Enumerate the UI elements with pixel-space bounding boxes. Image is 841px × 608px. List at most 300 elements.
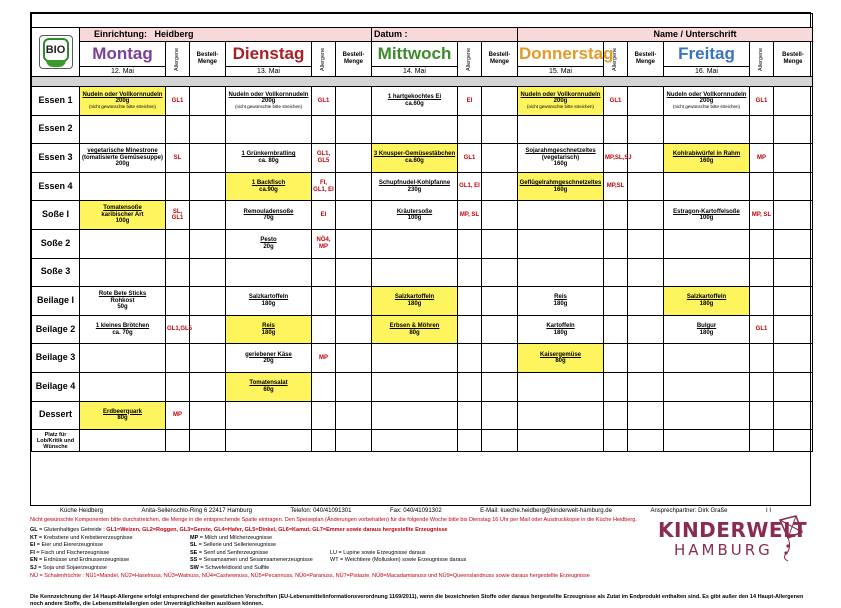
food-note: (nicht gewünschte bitte streichen): [234, 103, 303, 109]
order-quantity-mittwoch[interactable]: [482, 115, 518, 144]
name-signature-label: Name / Unterschrift: [653, 28, 737, 39]
legend-col-c: LU = Lupine sowie Erzeugnisse daraus: [330, 549, 426, 556]
bestell-label-montag: Bestell-Menge: [196, 52, 219, 65]
allergen-cell-mittwoch: GL1: [458, 144, 482, 173]
bestell-header-freitag: [774, 42, 813, 77]
phone: Telefon: 040/41091301: [290, 508, 352, 514]
food-cell-donnerstag[interactable]: [518, 344, 604, 373]
order-quantity-freitag[interactable]: [774, 344, 813, 373]
food-cell-dienstag[interactable]: [226, 229, 312, 258]
order-quantity-donnerstag[interactable]: [628, 258, 664, 287]
food-cell-freitag[interactable]: [664, 315, 750, 344]
bestell-label-donnerstag: Bestell-Menge: [634, 52, 657, 65]
order-quantity-mittwoch[interactable]: [482, 315, 518, 344]
legend-row: [30, 542, 630, 550]
food-line: Salzkartoffeln: [248, 294, 289, 301]
allergen-cell-dienstag: NÖ4, MP: [312, 229, 336, 258]
row-label-essen-1: Essen 1: [32, 87, 80, 116]
food-cell-donnerstag[interactable]: [518, 372, 604, 401]
food-line: 160g: [699, 157, 714, 164]
food-line: 20g: [263, 358, 274, 365]
order-quantity-donnerstag[interactable]: [628, 229, 664, 258]
food-cell-freitag[interactable]: [664, 115, 750, 144]
allergen-cell-mittwoch: [458, 315, 482, 344]
food-cell-montag[interactable]: [80, 344, 166, 373]
legend-col-c: [330, 542, 470, 550]
legend-row: [30, 535, 630, 543]
allergen-cell-dienstag: GL1, GL5: [312, 144, 336, 173]
allergen-cell-donnerstag: [604, 401, 628, 430]
legend-col-b: [190, 557, 330, 565]
food-line: Pesto: [260, 237, 277, 244]
legend-code: SS: [190, 557, 198, 564]
legend-code: EI: [30, 542, 36, 549]
allergen-cell-donnerstag: MP,SL,SJ: [604, 144, 628, 173]
order-quantity-donnerstag[interactable]: [628, 401, 664, 430]
order-quantity-freitag[interactable]: [774, 430, 813, 452]
row-essen-4: [32, 172, 813, 201]
food-line: ca.60g: [405, 157, 424, 164]
allergen-cell-mittwoch: [458, 344, 482, 373]
food-line: 180g: [261, 300, 276, 307]
order-quantity-donnerstag[interactable]: [628, 430, 664, 452]
food-cell-montag[interactable]: [80, 430, 166, 452]
order-quantity-mittwoch[interactable]: [482, 430, 518, 452]
order-quantity-freitag[interactable]: [774, 115, 813, 144]
order-quantity-montag[interactable]: [190, 229, 226, 258]
food-line: 60g: [263, 386, 274, 393]
order-quantity-mittwoch[interactable]: [482, 201, 518, 230]
allergen-cell-freitag: MP, SL: [750, 201, 774, 230]
legend-text: = Schwefeldioxid und Sulfite: [200, 564, 270, 571]
allergen-cell-freitag: GL1: [750, 87, 774, 116]
bestell-label-dienstag: Bestell-Menge: [342, 52, 365, 65]
order-quantity-dienstag[interactable]: [336, 401, 372, 430]
row-essen-1: [32, 87, 813, 116]
legend-col-c: [330, 535, 470, 543]
order-quantity-freitag[interactable]: [774, 258, 813, 287]
allergen-cell-dienstag: MP: [312, 344, 336, 373]
allergen-cell-donnerstag: [604, 344, 628, 373]
order-quantity-mittwoch[interactable]: [482, 172, 518, 201]
allergen-cell-freitag: [750, 372, 774, 401]
allergen-cell-montag: [166, 229, 190, 258]
allergen-cell-mittwoch: [458, 401, 482, 430]
food-cell-freitag[interactable]: [664, 372, 750, 401]
order-quantity-freitag[interactable]: [774, 315, 813, 344]
order-quantity-freitag[interactable]: [774, 401, 813, 430]
allergen-cell-freitag: [750, 344, 774, 373]
food-cell-donnerstag[interactable]: [518, 315, 604, 344]
food-line: Kohlrabiwürfel in Rahm: [672, 151, 741, 158]
order-quantity-donnerstag[interactable]: [628, 115, 664, 144]
food-line: 3 Knusper-Gemüsestäbchen: [373, 151, 456, 158]
food-cell-donnerstag[interactable]: [518, 201, 604, 230]
food-cell-donnerstag[interactable]: [518, 287, 604, 316]
order-quantity-dienstag[interactable]: [336, 172, 372, 201]
allergen-cell-freitag: [750, 172, 774, 201]
allergen-cell-mittwoch: MP, SL: [458, 201, 482, 230]
day-date-freitag: 16. Mai: [664, 66, 750, 76]
food-cell-mittwoch[interactable]: [372, 144, 458, 173]
food-line: Geflügelrahmgeschnetzeltes: [519, 179, 602, 186]
legend-text: = Sellerie und Selleriereugnisse: [198, 542, 277, 549]
food-cell-dienstag[interactable]: [226, 430, 312, 452]
row-label-essen-4: Essen 4: [32, 172, 80, 201]
order-quantity-freitag[interactable]: [774, 201, 813, 230]
day-name-montag: Montag: [92, 43, 153, 63]
food-line: Tomatensalat: [249, 380, 288, 387]
order-quantity-mittwoch[interactable]: [482, 229, 518, 258]
order-quantity-donnerstag[interactable]: [628, 87, 664, 116]
allergen-cell-freitag: [750, 258, 774, 287]
food-line: 50g: [117, 304, 128, 311]
food-cell-montag[interactable]: [80, 144, 166, 173]
food-cell-freitag[interactable]: [664, 344, 750, 373]
day-dienstag-header: [226, 42, 312, 67]
food-line: 160g: [553, 186, 568, 193]
food-cell-mittwoch[interactable]: [372, 315, 458, 344]
food-cell-mittwoch[interactable]: [372, 87, 458, 116]
food-cell-freitag[interactable]: [664, 172, 750, 201]
food-cell-freitag[interactable]: [664, 401, 750, 430]
day-freitag-header: [664, 42, 750, 67]
food-cell-dienstag[interactable]: [226, 87, 312, 116]
order-quantity-dienstag[interactable]: [336, 229, 372, 258]
allergen-cell-donnerstag: [604, 430, 628, 452]
food-note: (nicht gewünschte bitte streichen): [526, 103, 595, 109]
order-quantity-donnerstag[interactable]: [628, 287, 664, 316]
food-line: (vegetarisch): [541, 154, 580, 161]
order-quantity-dienstag[interactable]: [336, 258, 372, 287]
food-cell-freitag[interactable]: [664, 229, 750, 258]
company-name: Küche Heidberg: [60, 508, 104, 514]
allergen-cell-montag: [166, 172, 190, 201]
allergen-cell-dienstag: [312, 258, 336, 287]
row-label-beilage-4: Beilage 4: [32, 372, 80, 401]
allergen-cell-montag: [166, 287, 190, 316]
order-quantity-dienstag[interactable]: [336, 287, 372, 316]
food-line: vegetarische Minestrone: [87, 148, 158, 155]
food-line: 200g: [699, 98, 714, 105]
day-date-donnerstag: 15. Mai: [518, 66, 604, 76]
separator-row: [32, 77, 813, 87]
legend-text: = Sesamsamen und Sesamsamenerzeugnisse: [198, 557, 313, 564]
order-quantity-montag[interactable]: [190, 287, 226, 316]
allergene-header-dienstag: [312, 42, 336, 77]
kite-icon: [774, 514, 814, 562]
food-cell-donnerstag[interactable]: [518, 87, 604, 116]
food-cell-donnerstag[interactable]: [518, 115, 604, 144]
order-quantity-mittwoch[interactable]: [482, 144, 518, 173]
food-cell-mittwoch[interactable]: [372, 344, 458, 373]
food-line: 230g: [407, 186, 422, 193]
allergene-header-montag: [166, 42, 190, 77]
allergen-disclaimer: Die Kennzeichnung der 14 Haupt-Allergene erfolgt entsprechend der gesetzlichen Vorschriften (EU-Lebensmittelinformationsverordnung 1169/2011), wenn die bezeichneten Stoffe oder daraus hergestellte Erzeugnisse als Zutat im Endprodukt enthalten sind. Es gibt außer den 14 Haupt-Allergenen noch andere Stoffe, die Lebensmittelallergien oder Unverträglichkeiten auslösen können.: [30, 594, 804, 607]
address: Anita-Sellenschlo-Ring 6 22417 Hamburg: [141, 508, 252, 514]
food-cell-donnerstag[interactable]: [518, 401, 604, 430]
allergen-cell-montag: MP: [166, 401, 190, 430]
row-sosse-2: [32, 229, 813, 258]
order-quantity-dienstag[interactable]: [336, 87, 372, 116]
allergen-cell-montag: SL: [166, 144, 190, 173]
food-cell-freitag[interactable]: [664, 287, 750, 316]
day-date-mittwoch: 14. Mai: [372, 66, 458, 76]
allergen-cell-donnerstag: [604, 315, 628, 344]
food-line: karibischer Art: [101, 211, 144, 218]
day-donnerstag-header: [518, 42, 614, 67]
legend-row: [30, 550, 630, 558]
food-line: 180g: [553, 329, 568, 336]
food-line: Tomatensoße: [103, 205, 142, 212]
allergen-cell-freitag: MP: [750, 144, 774, 173]
food-line: Nudeln oder Vollkornnudeln: [520, 91, 601, 98]
legend-code: SW: [190, 564, 199, 571]
order-quantity-mittwoch[interactable]: [482, 287, 518, 316]
allergene-header-mittwoch: [458, 42, 482, 77]
food-cell-mittwoch[interactable]: [372, 430, 458, 452]
food-cell-dienstag[interactable]: [226, 115, 312, 144]
food-line: Kaisergemüse: [539, 351, 582, 358]
legend-code: FI: [30, 549, 35, 556]
food-line: Estragon-Kartoffelsoße: [673, 208, 740, 215]
food-cell-mittwoch[interactable]: [372, 201, 458, 230]
legend-text: = Eier und Eiererzeugnisse: [36, 542, 103, 549]
hamburg-logo-text: HAMBURG: [674, 541, 773, 559]
order-quantity-montag[interactable]: [190, 401, 226, 430]
order-quantity-montag[interactable]: [190, 201, 226, 230]
food-cell-freitag[interactable]: [664, 258, 750, 287]
row-label-sosse-3: Soße 3: [32, 258, 80, 287]
food-cell-dienstag[interactable]: [226, 287, 312, 316]
food-line: Nudeln oder Vollkornnudeln: [228, 91, 309, 98]
fax: Fax: 040/41091302: [389, 508, 442, 514]
day-name-freitag: Freitag: [678, 43, 735, 63]
allergen-cell-donnerstag: MP,SL: [604, 172, 628, 201]
legend-text: = Milch und Milcherzeugnisse: [199, 534, 273, 541]
allergen-cell-mittwoch: [458, 115, 482, 144]
food-cell-donnerstag[interactable]: [518, 430, 604, 452]
legend-code: EN: [30, 557, 38, 564]
food-cell-dienstag[interactable]: [226, 315, 312, 344]
bio-logo: BIO: [32, 28, 80, 77]
food-cell-freitag[interactable]: [664, 430, 750, 452]
row-label-sosse-2: Soße 2: [32, 229, 80, 258]
order-quantity-dienstag[interactable]: [336, 344, 372, 373]
order-quantity-dienstag[interactable]: [336, 201, 372, 230]
allergen-cell-freitag: GL1: [750, 315, 774, 344]
row-label-essen-2: Essen 2: [32, 115, 80, 144]
food-cell-dienstag[interactable]: [226, 258, 312, 287]
food-line: 100g: [699, 215, 714, 222]
order-quantity-dienstag[interactable]: [336, 430, 372, 452]
food-cell-mittwoch[interactable]: [372, 258, 458, 287]
food-cell-montag[interactable]: [80, 372, 166, 401]
food-line: Sojarahmgeschnetzeltes: [525, 148, 596, 155]
allergen-cell-dienstag: [312, 287, 336, 316]
food-cell-freitag[interactable]: [664, 201, 750, 230]
allergen-cell-donnerstag: [604, 229, 628, 258]
top-blank-row: [32, 14, 813, 28]
food-cell-montag[interactable]: [80, 201, 166, 230]
order-quantity-montag[interactable]: [190, 144, 226, 173]
food-line: Salzkartoffeln: [686, 294, 727, 301]
row-beilage-i: [32, 287, 813, 316]
food-cell-montag[interactable]: [80, 172, 166, 201]
food-line: 200g: [553, 98, 568, 105]
order-quantity-freitag[interactable]: [774, 229, 813, 258]
food-cell-donnerstag[interactable]: [518, 172, 604, 201]
food-cell-dienstag[interactable]: [226, 344, 312, 373]
allergen-cell-montag: [166, 430, 190, 452]
allergen-cell-mittwoch: [458, 258, 482, 287]
food-cell-montag[interactable]: [80, 87, 166, 116]
order-quantity-donnerstag[interactable]: [628, 344, 664, 373]
legend-code: SL: [190, 542, 198, 549]
food-line: Nudeln oder Vollkornnudeln: [82, 91, 163, 98]
food-line: Schupfnudel-Kohlpfanne: [378, 179, 451, 186]
food-line: 100g: [115, 218, 130, 225]
food-cell-donnerstag[interactable]: [518, 258, 604, 287]
food-cell-montag[interactable]: [80, 115, 166, 144]
legend-text-highlight: GL1=Weizen, GL2=Roggen, GL3=Gerste, GL4=Hafer, GL5=Dinkel, GL6=Kamut, GL7=Emmer sowie daraus hergestellte Erzeugnisse: [106, 527, 448, 533]
order-quantity-dienstag[interactable]: [336, 372, 372, 401]
einrichtung-value: Heidberg: [154, 28, 194, 39]
food-line: ca.60g: [405, 100, 424, 107]
food-line: 200g: [115, 98, 130, 105]
food-cell-mittwoch[interactable]: [372, 287, 458, 316]
legend-col-b: [190, 550, 330, 558]
food-line: 20g: [263, 243, 274, 250]
order-quantity-donnerstag[interactable]: [628, 201, 664, 230]
food-cell-dienstag[interactable]: [226, 401, 312, 430]
order-quantity-freitag[interactable]: [774, 172, 813, 201]
food-line: 70g: [263, 215, 274, 222]
order-quantity-freitag[interactable]: [774, 287, 813, 316]
bestell-header-donnerstag: [628, 42, 664, 77]
order-quantity-montag[interactable]: [190, 115, 226, 144]
food-cell-montag[interactable]: [80, 315, 166, 344]
allergen-cell-mittwoch: [458, 287, 482, 316]
food-cell-mittwoch[interactable]: [372, 172, 458, 201]
food-cell-dienstag[interactable]: [226, 372, 312, 401]
datum-cell[interactable]: [372, 28, 518, 42]
order-quantity-mittwoch[interactable]: [482, 258, 518, 287]
order-quantity-mittwoch[interactable]: [482, 344, 518, 373]
legend-text: = Krebstiere und Krebstiererzeugnisse: [38, 534, 133, 541]
order-quantity-mittwoch[interactable]: [482, 372, 518, 401]
food-cell-dienstag[interactable]: [226, 172, 312, 201]
name-signature-cell[interactable]: [518, 28, 813, 42]
allergen-legend: [30, 527, 630, 580]
allergen-cell-freitag: [750, 229, 774, 258]
allergene-label-montag: Allergene: [173, 47, 180, 71]
food-line: 180g: [553, 300, 568, 307]
food-line: geriebener Käse: [245, 351, 292, 358]
allergen-cell-montag: SL, GL1: [166, 201, 190, 230]
order-quantity-montag[interactable]: [190, 172, 226, 201]
food-line: 1 Backfisch: [251, 179, 286, 186]
order-quantity-montag[interactable]: [190, 430, 226, 452]
legend-code: KT: [30, 534, 38, 541]
allergen-cell-dienstag: [312, 372, 336, 401]
food-cell-mittwoch[interactable]: [372, 229, 458, 258]
bestell-header-dienstag: [336, 42, 372, 77]
order-quantity-donnerstag[interactable]: [628, 372, 664, 401]
legend-col-a: [30, 565, 190, 573]
row-label-platz-fuer-lob-kritik-und-wuensche: Platz für Lob/Kritik und Wünsche: [32, 430, 80, 452]
food-cell-montag[interactable]: [80, 229, 166, 258]
food-line: 160g: [553, 161, 568, 168]
food-cell-freitag[interactable]: [664, 87, 750, 116]
day-mittwoch-header: [372, 42, 458, 67]
order-quantity-donnerstag[interactable]: [628, 315, 664, 344]
food-cell-donnerstag[interactable]: [518, 229, 604, 258]
food-cell-mittwoch[interactable]: [372, 401, 458, 430]
food-line: Kräutersoße: [396, 208, 433, 215]
order-quantity-donnerstag[interactable]: [628, 172, 664, 201]
food-line: 80g: [409, 329, 420, 336]
allergen-cell-dienstag: [312, 430, 336, 452]
einrichtung-label: Einrichtung:: [94, 28, 147, 39]
food-cell-mittwoch[interactable]: [372, 115, 458, 144]
legend-col-a: [30, 527, 447, 535]
allergen-cell-donnerstag: [604, 115, 628, 144]
row-label-beilage-3: Beilage 3: [32, 344, 80, 373]
order-quantity-donnerstag[interactable]: [628, 144, 664, 173]
allergen-cell-freitag: [750, 115, 774, 144]
order-quantity-montag[interactable]: [190, 372, 226, 401]
food-cell-montag[interactable]: [80, 287, 166, 316]
food-line: 200g: [115, 161, 130, 168]
food-cell-donnerstag[interactable]: [518, 144, 604, 173]
day-name-mittwoch: Mittwoch: [377, 43, 452, 63]
order-quantity-montag[interactable]: [190, 315, 226, 344]
order-quantity-montag[interactable]: [190, 258, 226, 287]
email-link[interactable]: E-Mail: kueche.heidberg@kinderwelt-hamburg.de: [480, 508, 612, 514]
food-note: (nicht gewünschte bitte streichen): [88, 103, 157, 109]
allergene-label-mittwoch: Allergene: [465, 47, 472, 71]
food-line: Salzkartoffeln: [394, 294, 435, 301]
food-line: Rote Bete Sticks: [98, 291, 147, 298]
order-quantity-dienstag[interactable]: [336, 115, 372, 144]
food-cell-freitag[interactable]: [664, 144, 750, 173]
order-quantity-montag[interactable]: [190, 344, 226, 373]
allergene-label-donnerstag: Allergene: [611, 47, 618, 71]
legend-col-c: [330, 565, 470, 573]
day-name-donnerstag: Donnerstag: [519, 43, 614, 63]
food-cell-dienstag[interactable]: [226, 144, 312, 173]
order-quantity-dienstag[interactable]: [336, 144, 372, 173]
order-quantity-mittwoch[interactable]: [482, 401, 518, 430]
order-quantity-mittwoch[interactable]: [482, 87, 518, 116]
food-line: Erbsen & Möhren: [389, 322, 440, 329]
row-label-dessert: Dessert: [32, 401, 80, 430]
meal-plan-sheet: [30, 12, 811, 506]
order-quantity-montag[interactable]: [190, 87, 226, 116]
order-quantity-dienstag[interactable]: [336, 315, 372, 344]
food-cell-dienstag[interactable]: [226, 201, 312, 230]
food-cell-mittwoch[interactable]: [372, 372, 458, 401]
allergen-cell-mittwoch: [458, 229, 482, 258]
meal-plan-table: [31, 13, 813, 452]
food-cell-montag[interactable]: [80, 258, 166, 287]
food-cell-montag[interactable]: [80, 401, 166, 430]
food-line: 200g: [261, 98, 276, 105]
order-quantity-freitag[interactable]: [774, 144, 813, 173]
order-quantity-freitag[interactable]: [774, 372, 813, 401]
order-quantity-freitag[interactable]: [774, 87, 813, 116]
